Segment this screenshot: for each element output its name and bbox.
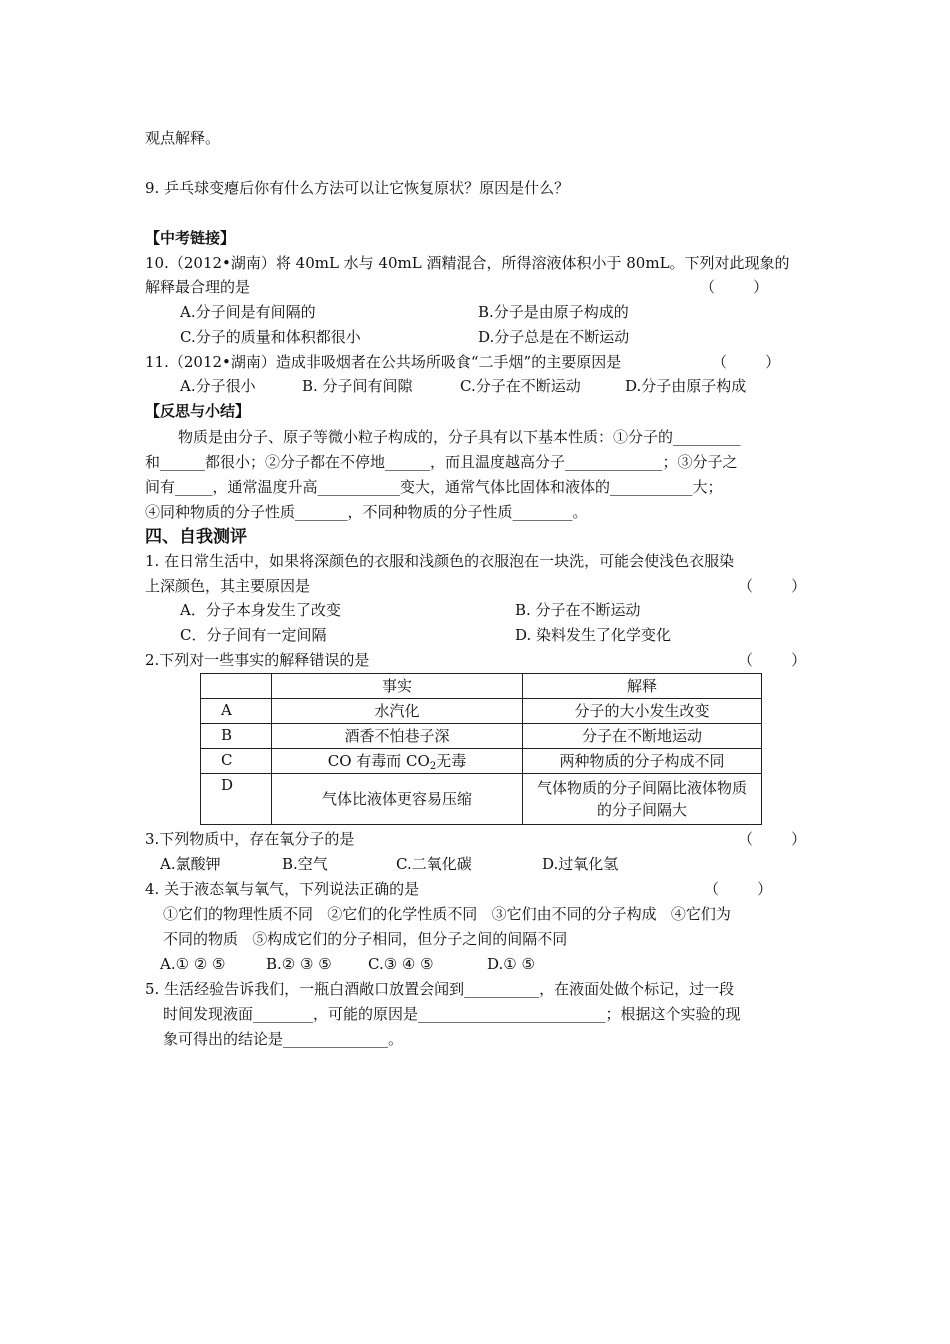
row-explain: 分子在不断地运动 bbox=[523, 724, 762, 749]
option-b: B.分子是由原子构成的 bbox=[478, 303, 629, 321]
test-question-3: 3.下列物质中，存在氧分子的是 bbox=[145, 830, 355, 848]
table-header-row bbox=[201, 674, 762, 699]
option-d: D.分子由原子构成 bbox=[625, 377, 747, 395]
test-question-2: 2.下列对一些事实的解释错误的是 bbox=[145, 651, 370, 669]
table-row bbox=[201, 749, 762, 774]
section-heading-exam-link: 【中考链接】 bbox=[145, 229, 236, 247]
table-row bbox=[201, 774, 762, 825]
fact-text: CO 有毒而 CO bbox=[327, 752, 430, 770]
answer-bracket: （ ） bbox=[738, 830, 807, 848]
answer-bracket: （ ） bbox=[738, 577, 807, 595]
option-d: D.分子总是在不断运动 bbox=[478, 328, 630, 346]
test-question-5-cont: 象可得出的结论是______________。 bbox=[163, 1030, 404, 1048]
option-c: C.③ ④ ⑤ bbox=[368, 955, 434, 973]
option-b: B. 分子在不断运动 bbox=[515, 601, 641, 619]
row-key: C bbox=[201, 749, 272, 774]
option-a: A.分子很小 bbox=[180, 377, 256, 395]
answer-bracket: （ ） bbox=[738, 651, 807, 669]
summary-line: ④同种物质的分子性质_______，不同种物质的分子性质________。 bbox=[145, 503, 588, 521]
option-d: D.① ⑤ bbox=[487, 955, 535, 973]
row-fact: 酒香不怕巷子深 bbox=[272, 724, 523, 749]
test-question-4: 4. 关于液态氧与氧气，下列说法正确的是 bbox=[145, 880, 420, 898]
summary-line: 物质是由分子、原子等微小粒子构成的，分子具有以下基本性质：①分子的_________ bbox=[178, 428, 741, 446]
test-question-1-cont: 上深颜色，其主要原因是 bbox=[145, 577, 311, 595]
question-11: 11.（2012•湖南）造成非吸烟者在公共场所吸食“二手烟”的主要原因是 bbox=[145, 353, 622, 371]
facts-table bbox=[200, 673, 762, 825]
question-10-cont: 解释最合理的是 bbox=[145, 278, 251, 296]
option-c: C.二氧化碳 bbox=[396, 855, 472, 873]
option-b: B.空气 bbox=[282, 855, 328, 873]
row-fact bbox=[272, 749, 523, 774]
test-question-5-cont: 时间发现液面________，可能的原因是_________________________；根据这个实验的现 bbox=[163, 1005, 741, 1023]
table-row bbox=[201, 699, 762, 724]
table-row bbox=[201, 724, 762, 749]
summary-line: 和______都很小；②分子都在不停地______，而且温度越高分子_____________；③分子之 bbox=[145, 453, 738, 471]
answer-bracket: （ ） bbox=[700, 278, 769, 296]
question-9: 9. 乒乓球变瘪后你有什么方法可以让它恢复原状？原因是什么？ bbox=[145, 179, 570, 197]
fact-text: 无毒 bbox=[436, 752, 467, 770]
table-header-cell: 事实 bbox=[272, 674, 523, 699]
row-explain: 两种物质的分子构成不同 bbox=[523, 749, 762, 774]
option-d: D. 染料发生了化学变化 bbox=[515, 626, 672, 644]
section-heading-self-test: 四、自我测评 bbox=[145, 527, 247, 547]
option-d: D.过氧化氢 bbox=[542, 855, 619, 873]
statement-line: ①它们的物理性质不同 ②它们的化学性质不同 ③它们由不同的分子构成 ④它们为 bbox=[163, 905, 731, 923]
option-a: A.分子间是有间隔的 bbox=[180, 303, 316, 321]
option-c: C.分子在不断运动 bbox=[460, 377, 581, 395]
answer-bracket: （ ） bbox=[704, 880, 773, 898]
row-fact: 气体比液体更容易压缩 bbox=[272, 774, 523, 825]
answer-bracket: （ ） bbox=[712, 353, 781, 371]
row-key: B bbox=[201, 724, 272, 749]
row-key: D bbox=[201, 774, 272, 825]
explain-line: 气体物质的分子间隔比液体物质 bbox=[536, 779, 747, 797]
row-explain: 分子的大小发生改变 bbox=[523, 699, 762, 724]
table-header-cell bbox=[201, 674, 272, 699]
option-c: C．分子间有一定间隔 bbox=[180, 626, 327, 644]
question-10: 10.（2012•湖南）将 40mL 水与 40mL 酒精混合，所得溶液体积小于 80mL。下列对此现象的 bbox=[145, 254, 790, 272]
table-header-cell: 解释 bbox=[523, 674, 762, 699]
row-fact: 水汽化 bbox=[272, 699, 523, 724]
row-explain bbox=[523, 774, 762, 825]
section-heading-summary: 【反思与小结】 bbox=[145, 402, 251, 420]
subscript: 2 bbox=[429, 761, 437, 772]
text-line: 观点解释。 bbox=[145, 129, 221, 147]
statement-line: 不同的物质 ⑤构成它们的分子相同，但分子之间的间隔不同 bbox=[163, 930, 568, 948]
option-b: B. 分子间有间隙 bbox=[302, 377, 413, 395]
explain-line: 的分子间隔大 bbox=[596, 801, 687, 819]
option-c: C.分子的质量和体积都很小 bbox=[180, 328, 361, 346]
option-a: A．分子本身发生了改变 bbox=[180, 601, 341, 619]
summary-line: 间有_____，通常温度升高___________变大，通常气体比固体和液体的___________大； bbox=[145, 478, 723, 496]
row-key: A bbox=[201, 699, 272, 724]
test-question-5: 5. 生活经验告诉我们，一瓶白酒敞口放置会闻到__________，在液面处做个标记，过一段 bbox=[145, 980, 735, 998]
option-b: B.② ③ ⑤ bbox=[266, 955, 332, 973]
option-a: A.氯酸钾 bbox=[160, 855, 221, 873]
option-a: A.① ② ⑤ bbox=[160, 955, 226, 973]
test-question-1: 1. 在日常生活中，如果将深颜色的衣服和浅颜色的衣服泡在一块洗，可能会使浅色衣服染 bbox=[145, 552, 735, 570]
